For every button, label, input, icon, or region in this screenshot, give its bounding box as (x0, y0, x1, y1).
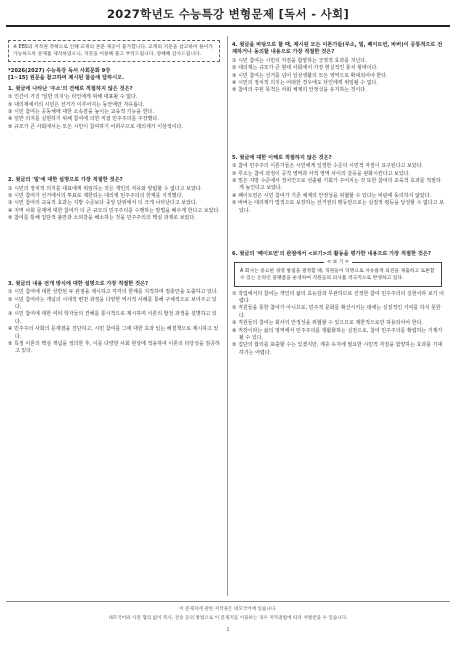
bogi-label: < 보 기 > (324, 259, 352, 266)
question-stem: 5. 윗글에 대한 이해로 적절하지 않은 것은? (232, 154, 332, 161)
answer-option[interactable]: ③ 밀은 지방 수준에서 정치인으로 선출될 기회가 주어지는 것 또한 참여의 교육적 효과를 적절하게 높인다고 보았다. (232, 178, 441, 192)
answer-option[interactable]: ① 시민의 정치적 의지를 대표에게 위임하는 것은 개인의 자유와 양립할 수 없다고 보았다. (8, 185, 203, 192)
title-rule (6, 25, 450, 27)
answer-option[interactable]: ③ 시민 참여는 선거를 넘어 일상생활의 모든 영역으로 확대되어야 한다. (232, 72, 388, 79)
left-column (8, 40, 220, 356)
answer-option[interactable]: ① 참여 민주주의 이론가들은 시민에게 일정한 수준의 시민적 자질이 요구된다고 보았다. (232, 163, 424, 170)
page-title: 2027학년도 수능특강 변형문제 [독서 - 사회] (106, 7, 350, 21)
question-2 (8, 177, 220, 222)
question-stem: 6. 윗글의 '페이트먼'의 관점에서 <보기>의 활동을 평가한 내용으로 가장 적절한 것은? (232, 251, 431, 258)
question-stem: 4. 윗글을 바탕으로 할 때, 제시된 모든 이론가들(루소, 밀, 페이트먼, 바버)이 공통적으로 전제하거나 동의할 내용으로 가장 적절한 것은? (232, 42, 443, 56)
answer-option[interactable]: ⑤ 바버는 대의제가 법적으로 보장하는 선거권의 평등만으로는 실질적 평등을 달성할 수 없다고 보았다. (232, 200, 444, 214)
right-column (232, 40, 444, 357)
question-1 (8, 86, 220, 131)
answer-option[interactable]: ② 대의제는 규모가 큰 현대 사회에서 가장 현실적인 통치 형태이다. (232, 65, 378, 72)
answer-option[interactable]: ⑤ 특정 이론의 핵심 개념을 정의한 후, 이를 다양한 사회 현상에 적용하여 이론의 타당성을 검증하고 있다. (8, 340, 220, 355)
answer-option[interactable]: ② 루소는 참여 과정이 공적 영역과 사적 영역 사이의 갈등을 완화시킨다고 보았다. (232, 170, 411, 177)
question-6 (232, 251, 444, 357)
answer-option[interactable]: ② 직원들을 통한 참여가 아니므로, 민주적 문화를 확산시키는 데에는 실질적인 기여를 하지 못한다. (232, 305, 441, 319)
source-line: *2026(2027) 수능특강 독서 사회문화 9강 (8, 68, 111, 74)
answer-option[interactable]: ① 작업에서의 참여는 개인의 삶의 효능감과 무관하므로 진정한 참여 민주주의의 실현이라 보기 어렵다. (232, 290, 444, 304)
answer-option[interactable]: ⑤ 참여를 통해 집단적 불만과 소외감을 해소하는 것을 민주주의의 핵심 과제로 보았다. (8, 215, 196, 222)
footer-copyright: 이 문제지에 관한 저작권은 네모국어에 있습니다. (179, 607, 277, 612)
bogi-box (234, 259, 442, 287)
column-divider (227, 36, 228, 596)
question-3 (8, 281, 220, 356)
footer-rule (6, 601, 450, 602)
answer-option[interactable]: ④ 직장이라는 삶의 영역에서 민주주의를 생활화하는 실천으로, 참여 민주주의를 확립하는 기제가 될 수 있다. (232, 327, 443, 341)
question-5 (232, 155, 444, 215)
footer-warning: 네모국어와 사전 협의 없이 복사, 전송 등의 방법으로 이 문제지를 이용하는 경우 저작권법에 따라 처벌받을 수 있습니다. (108, 616, 348, 621)
question-stem: 1. 윗글에 나타난 '주소'의 견해로 적절하지 않은 것은? (8, 85, 133, 92)
answer-option[interactable]: ③ 시민 참여는 공동체에 대한 소속감을 높이는 교육적 기능을 한다. (8, 109, 154, 116)
answer-option[interactable]: ⑤ 집단의 합의를 표출할 수는 있겠지만, 계층 유지에 필요한 시민적 자질을 함양하는 효과를 기대하기는 어렵다. (232, 342, 443, 356)
instruction-line: [1~15] 원문을 참고하여 제시된 물음에 답하시오. (8, 75, 125, 82)
answer-option[interactable]: ② 시민 참여라는 개념의 시대적 변천 과정을 다양한 역사적 사례를 통해 구체적으로 보여주고 있다. (8, 296, 217, 310)
bogi-text: A 회사는 중요한 경영 방침을 결정할 때, 직원들이 익명으로 자유롭게 의견을 제출하고 토론할 수 있는 온라인 플랫폼을 운영하여 직원들의 의사를 적극적으로 반영하고 있다. (240, 268, 435, 281)
answer-option[interactable]: ① 시민 참여는 시민의 자질을 함양하는 긍정적 효과를 지닌다. (232, 57, 367, 64)
answer-option[interactable]: ③ 시민 참여에 대한 여러 학자들의 견해를 통시적으로 제시하며 이론의 발전 과정을 설명하고 있다. (8, 311, 217, 325)
answer-option[interactable]: ⑤ 참여의 주된 목적은 사회 체제의 안정성을 유지하는 것이다. (232, 87, 367, 94)
answer-option[interactable]: ② 시민 참여가 선거에서의 투표로 제한되는 대의제 민주주의의 한계를 지적했다. (8, 193, 183, 200)
answer-option[interactable]: ④ 일반 의지를 실현하기 위해 참여에 의한 직접 민주주의를 주장했다. (8, 116, 159, 123)
question-stem: 2. 윗글의 '밀'에 대한 설명으로 가장 적절한 것은? (8, 177, 123, 184)
answer-option[interactable]: ① 시민 참여에 대한 상반된 두 관점을 제시하고 각각의 한계를 지적하며 절충안을 도출하고 있다. (8, 289, 219, 296)
answer-option[interactable]: ③ 시민 참여의 교육적 효과는 지방 수준보다 중앙 단위에서 더 크게 나타난다고 보았다. (8, 200, 198, 207)
answer-option[interactable]: ① 인간이 가진 '일반 의지'는 타인에게 위해 대표될 수 없다. (8, 94, 138, 101)
answer-option[interactable]: ④ 민주주의 사회의 문제점을 진단하고, 시민 참여를 그에 대한 효과 있는 해결책으로 제시하고 있다. (8, 326, 219, 340)
answer-option[interactable]: ④ 페이트먼은 시민 참여가 기존 체제의 안정성을 위협할 수 있다는 비판에 동의하지 않았다. (232, 192, 432, 199)
page-number: 1 (226, 628, 230, 633)
answer-option[interactable]: ⑤ 규모가 큰 사회에서는 모든 시민이 참여하기 어려우므로 대의제가 이상적이다. (8, 123, 183, 130)
answer-option[interactable]: ② 대의제에서의 시민은 선거가 이루어지는 동안에만 자유롭다. (8, 101, 145, 108)
answer-option[interactable]: ④ 지역 사회 문제에 대한 참여가 더 큰 규모의 민주주의를 수행하는 방법을 배우게 한다고 보았다. (8, 207, 220, 214)
question-4 (232, 42, 444, 95)
answer-option[interactable]: ③ 직원들의 참여는 회사의 안정성을 위협할 수 있으므로 제한적으로만 허용되어야 한다. (232, 320, 424, 327)
copyright-notice-box: ※ EBS의 저작권 정책으로 인해 교재의 본문 제공이 불가합니다. 교재의 지문을 참고하여 풀이가 가능하도록 문제를 제작하였으니, 지문을 이용해 풀고 부탁드립니다. 양해해 감사드립니다. (8, 40, 220, 62)
question-stem: 3. 윗글의 내용 전개 방식에 대한 설명으로 가장 적절한 것은? (8, 280, 149, 287)
answer-option[interactable]: ④ 시민의 정치적 의지는 어떠한 경우에도 타인에게 위임될 수 없다. (232, 80, 378, 87)
